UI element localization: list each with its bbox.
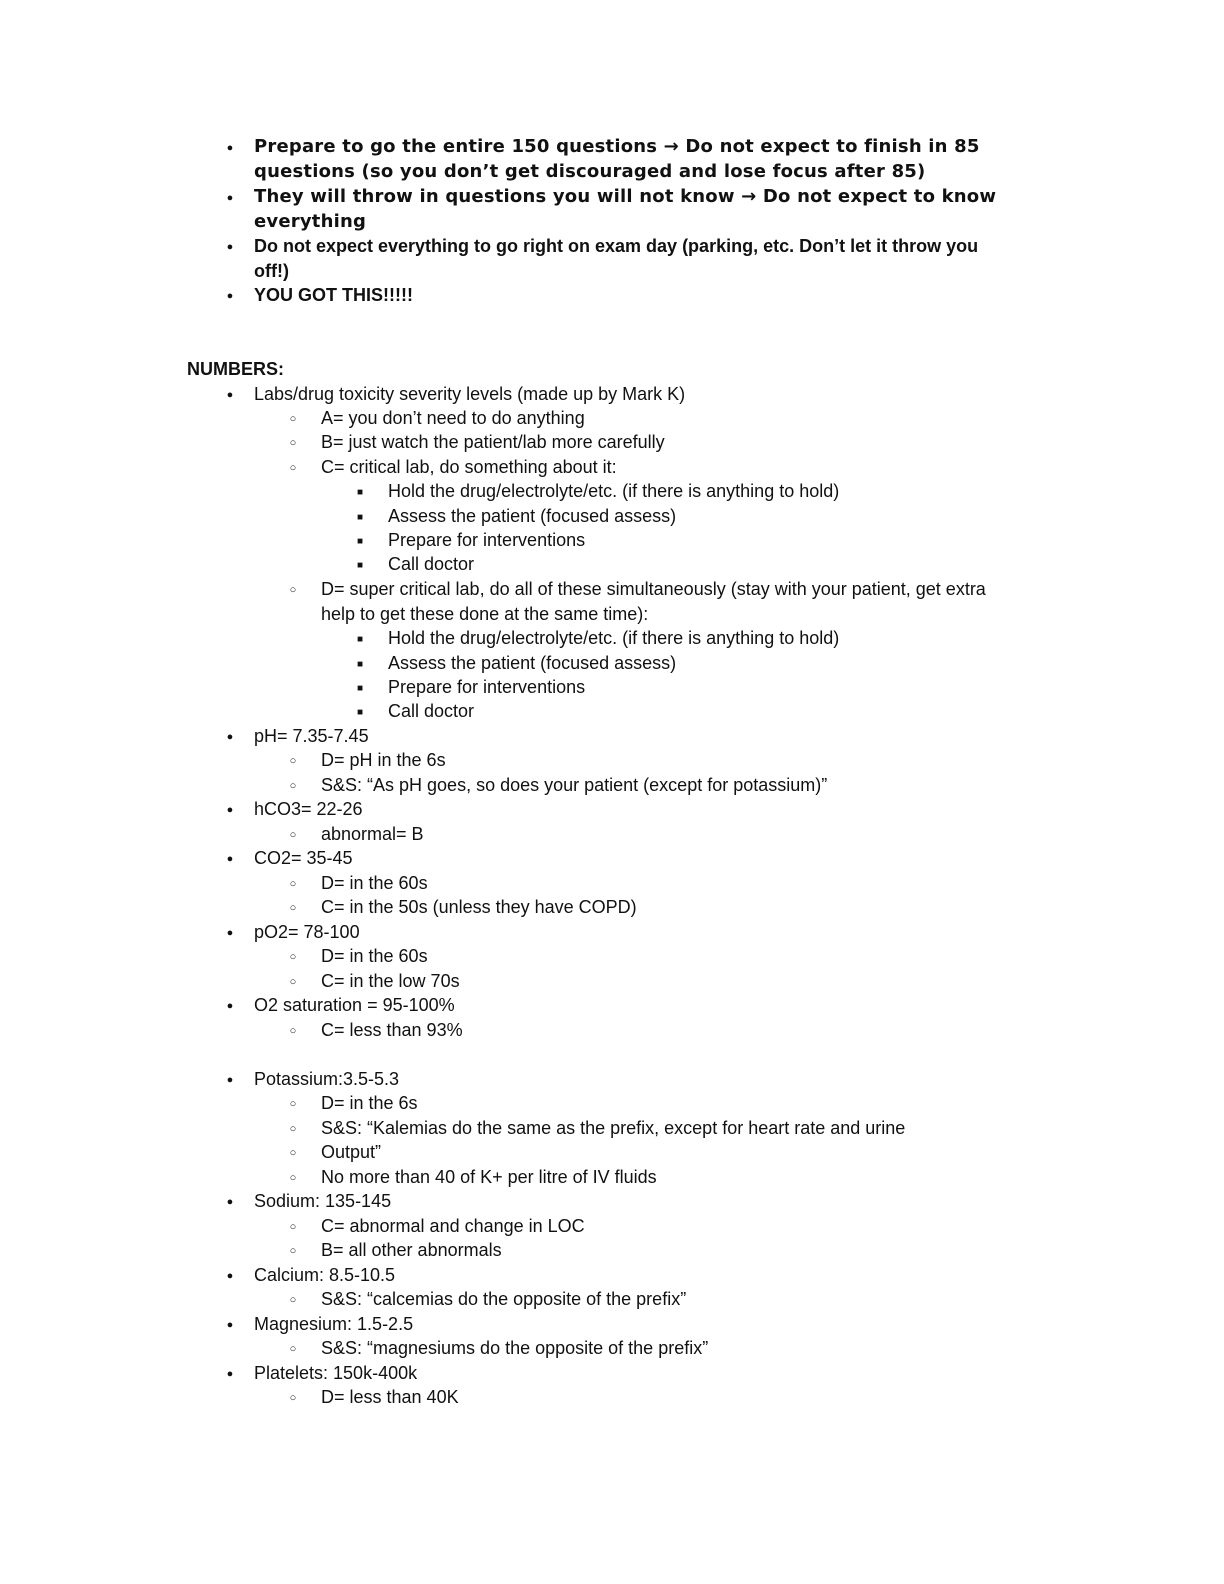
step-text: Hold the drug/electrolyte/etc. (if there is anything to hold) bbox=[388, 628, 840, 648]
bullet-square bbox=[350, 479, 370, 506]
sub-item-text: No more than 40 of K+ per litre of IV fluids bbox=[321, 1167, 657, 1187]
bullet-circle bbox=[283, 822, 303, 848]
intro-bullet-3-line-2: off!) bbox=[254, 261, 289, 281]
sub-item-text: D= in the 6s bbox=[321, 1093, 418, 1113]
sub-item-text-line-1: D= super critical lab, do all of these simultaneously (stay with your patient, get extra bbox=[321, 579, 986, 599]
bullet-square bbox=[350, 699, 370, 726]
list-item-text: hCO3= 22-26 bbox=[254, 799, 363, 819]
list-item-text: O2 saturation = 95-100% bbox=[254, 995, 455, 1015]
step-text: Call doctor bbox=[388, 701, 475, 721]
bullet-circle bbox=[283, 1238, 303, 1264]
bullet-circle bbox=[283, 1140, 303, 1166]
sub-item-text: C= in the 50s (unless they have COPD) bbox=[321, 897, 637, 917]
bullet-circle bbox=[283, 773, 303, 799]
bullet-disc bbox=[220, 797, 240, 823]
bullet-disc bbox=[220, 1263, 240, 1289]
bullet-square bbox=[350, 651, 370, 678]
bullet-circle bbox=[283, 969, 303, 995]
bullet-disc bbox=[220, 185, 240, 211]
bullet-circle bbox=[283, 1385, 303, 1411]
bullet-circle bbox=[283, 871, 303, 897]
list-item-text: Calcium: 8.5-10.5 bbox=[254, 1265, 396, 1285]
bullet-disc bbox=[220, 1067, 240, 1093]
bullet-circle bbox=[283, 1165, 303, 1191]
bullet-disc bbox=[220, 920, 240, 946]
intro-bullet-3-line-1: Do not expect everything to go right on exam day (parking, etc. Don’t let it throw you bbox=[254, 236, 979, 256]
sub-item-text: Output” bbox=[321, 1142, 382, 1162]
bullet-disc bbox=[220, 1189, 240, 1215]
sub-item-text: B= all other abnormals bbox=[321, 1240, 502, 1260]
bullet-disc bbox=[220, 1361, 240, 1387]
step-text: Assess the patient (focused assess) bbox=[388, 506, 677, 526]
sub-item-text: abnormal= B bbox=[321, 824, 424, 844]
bullet-circle bbox=[283, 406, 303, 432]
step-text: Prepare for interventions bbox=[388, 677, 586, 697]
bullet-disc bbox=[220, 283, 240, 309]
bullet-square bbox=[350, 504, 370, 531]
bullet-circle bbox=[283, 1336, 303, 1362]
list-item-text: Potassium:3.5-5.3 bbox=[254, 1069, 400, 1089]
bullet-square bbox=[350, 626, 370, 653]
sub-item-text: C= abnormal and change in LOC bbox=[321, 1216, 585, 1236]
bullet-disc bbox=[220, 382, 240, 408]
list-item-text: Platelets: 150k-400k bbox=[254, 1363, 418, 1383]
intro-bullet-4-line-1: YOU GOT THIS!!!!! bbox=[254, 285, 413, 305]
intro-bullet-2-line-1: They will throw in questions you will not know → Do not expect to know bbox=[254, 186, 997, 207]
sub-item-text: S&S: “calcemias do the opposite of the prefix” bbox=[321, 1289, 687, 1309]
bullet-circle bbox=[283, 895, 303, 921]
bullet-square bbox=[350, 675, 370, 702]
section-heading: NUMBERS: bbox=[187, 359, 284, 379]
sub-item-text: D= in the 60s bbox=[321, 946, 428, 966]
intro-bullet-2-line-2: everything bbox=[254, 211, 367, 232]
list-item-text: Labs/drug toxicity severity levels (made up by Mark K) bbox=[254, 384, 686, 404]
bullet-square bbox=[350, 528, 370, 555]
sub-item-text: S&S: “magnesiums do the opposite of the prefix” bbox=[321, 1338, 709, 1358]
bullet-circle bbox=[283, 944, 303, 970]
bullet-circle bbox=[283, 577, 303, 603]
step-text: Hold the drug/electrolyte/etc. (if there is anything to hold) bbox=[388, 481, 840, 501]
bullet-disc bbox=[220, 724, 240, 750]
step-text: Call doctor bbox=[388, 554, 475, 574]
sub-item-text: D= less than 40K bbox=[321, 1387, 459, 1407]
sub-item-text-line-2: help to get these done at the same time): bbox=[321, 604, 649, 624]
bullet-circle bbox=[283, 1116, 303, 1142]
list-item-text: pO2= 78-100 bbox=[254, 922, 360, 942]
bullet-disc bbox=[220, 234, 240, 260]
bullet-circle bbox=[283, 430, 303, 456]
bullet-circle bbox=[283, 748, 303, 774]
sub-item-text: D= in the 60s bbox=[321, 873, 428, 893]
sub-item-text: C= less than 93% bbox=[321, 1020, 463, 1040]
sub-item-text: B= just watch the patient/lab more carefully bbox=[321, 432, 665, 452]
bullet-disc bbox=[220, 135, 240, 161]
bullet-square bbox=[350, 552, 370, 579]
step-text: Assess the patient (focused assess) bbox=[388, 653, 677, 673]
list-item-text: Sodium: 135-145 bbox=[254, 1191, 392, 1211]
bullet-circle bbox=[283, 1214, 303, 1240]
bullet-disc bbox=[220, 993, 240, 1019]
bullet-disc bbox=[220, 1312, 240, 1338]
step-text: Prepare for interventions bbox=[388, 530, 586, 550]
sub-item-text: D= pH in the 6s bbox=[321, 750, 446, 770]
sub-item-text: C= critical lab, do something about it: bbox=[321, 457, 617, 477]
bullet-circle bbox=[283, 1091, 303, 1117]
sub-item-text: S&S: “As pH goes, so does your patient (except for potassium)” bbox=[321, 775, 828, 795]
list-item-text: CO2= 35-45 bbox=[254, 848, 353, 868]
sub-item-text: S&S: “Kalemias do the same as the prefix, except for heart rate and urine bbox=[321, 1118, 906, 1138]
list-item-text: pH= 7.35-7.45 bbox=[254, 726, 369, 746]
list-item-text: Magnesium: 1.5-2.5 bbox=[254, 1314, 414, 1334]
intro-bullet-1-line-2: questions (so you don’t get discouraged and lose focus after 85) bbox=[254, 161, 926, 182]
bullet-circle bbox=[283, 1287, 303, 1313]
sub-item-text: A= you don’t need to do anything bbox=[321, 408, 585, 428]
bullet-circle bbox=[283, 1018, 303, 1044]
bullet-disc bbox=[220, 846, 240, 872]
bullet-circle bbox=[283, 455, 303, 481]
sub-item-text: C= in the low 70s bbox=[321, 971, 460, 991]
intro-bullet-1-line-1: Prepare to go the entire 150 questions → Do not expect to finish in 85 bbox=[254, 136, 980, 157]
